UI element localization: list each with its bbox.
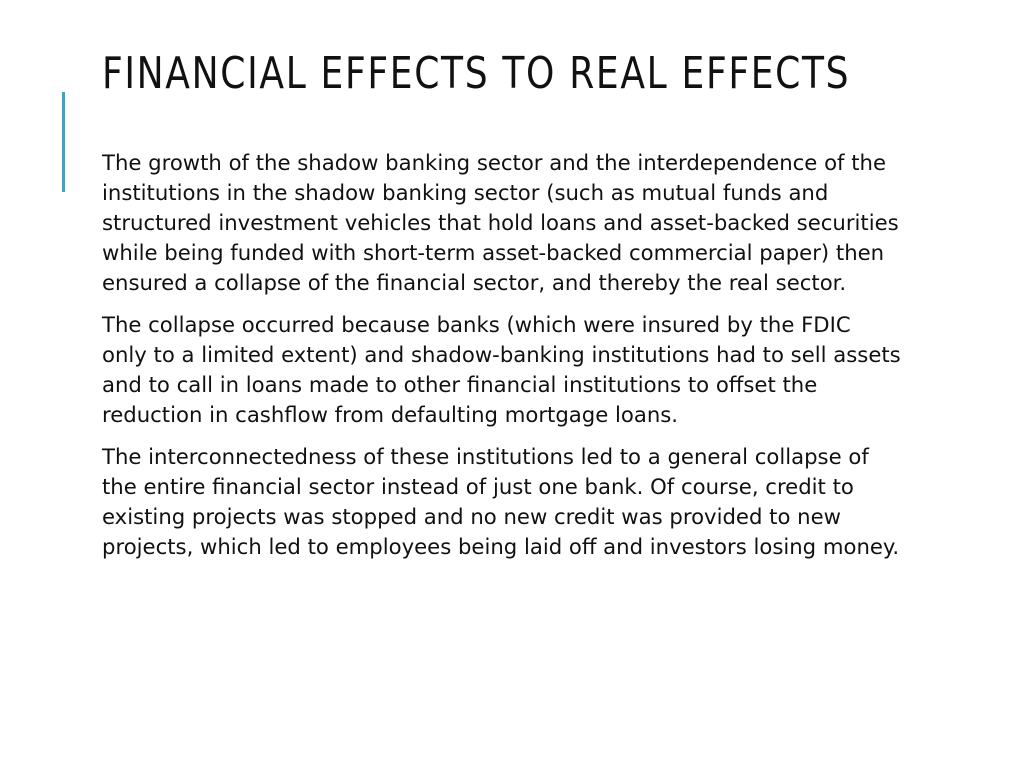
paragraph-2: The collapse occurred because banks (which were insured by the FDIC only to a limited extent) and shadow-banking institutions had to sell assets and to call in loans made to other financial institutions to offset the reduction in cashflow from defaulting mortgage loans. xyxy=(102,312,901,427)
slide-body xyxy=(102,148,902,574)
paragraph-1: The growth of the shadow banking sector and the interdependence of the institutions in the shadow banking sector (such as mutual funds and structured investment vehicles that hold loans and asset-backed securities while being funded with short-term asset-backed commercial paper) then ensured a collapse of the financial sector, and thereby the real sector. xyxy=(102,150,899,295)
paragraph-3: The interconnectedness of these institutions led to a general collapse of the entire financial sector instead of just one bank. Of course, credit to existing projects was stopped and no new credit was provided to new projects, which led to employees being laid off and investors losing money. xyxy=(102,444,900,559)
slide-title: FINANCIAL EFFECTS TO REAL EFFECTS xyxy=(102,48,851,99)
accent-line xyxy=(62,92,65,192)
